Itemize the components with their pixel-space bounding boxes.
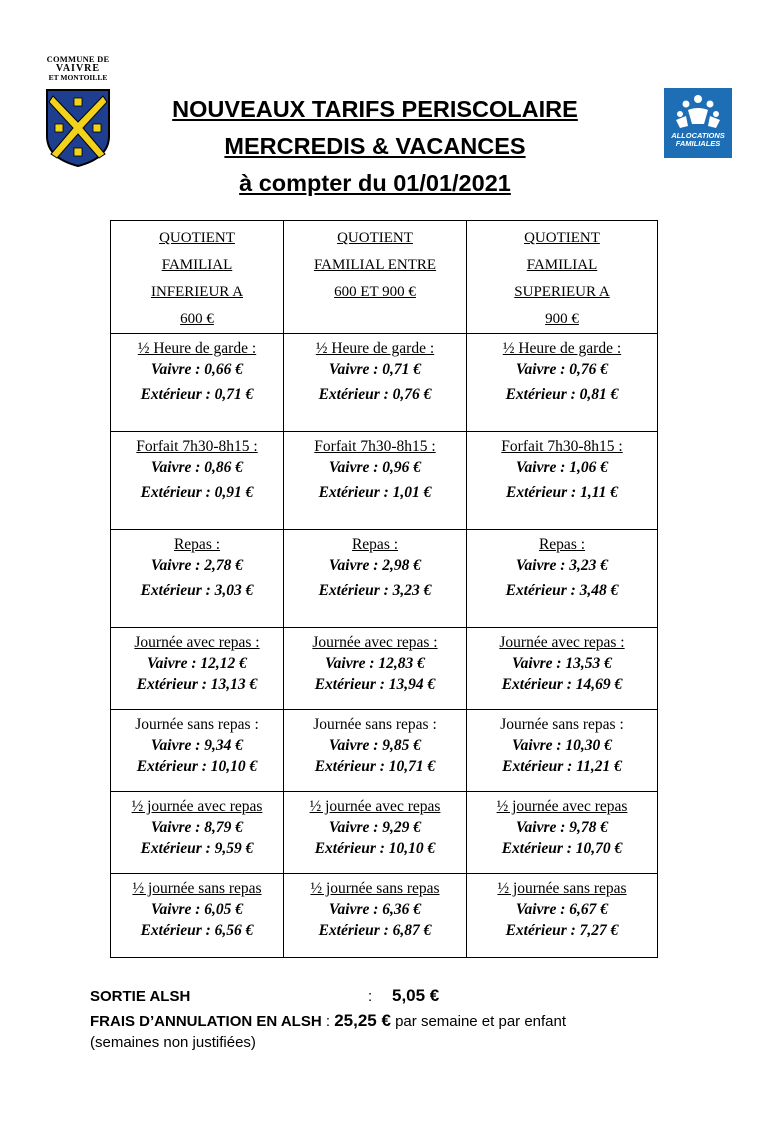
table-cell: [111, 792, 284, 874]
exterieur-price: Extérieur : 6,56 €: [140, 922, 254, 939]
exterieur-price: Extérieur : 3,23 €: [318, 582, 432, 599]
sortie-alsh-line: [90, 986, 439, 1006]
row-label: ½ journée sans repas: [132, 880, 262, 897]
exterieur-price: Extérieur : 1,11 €: [506, 484, 618, 501]
table-cell: [284, 432, 467, 530]
header-text: 900 €: [545, 311, 579, 327]
vaivre-price: Vaivre : 0,96 €: [328, 459, 422, 476]
vaivre-price: Vaivre : 6,36 €: [328, 901, 422, 918]
row-label: Repas :: [173, 536, 221, 553]
exterieur-price: Extérieur : 13,13 €: [136, 676, 258, 693]
table-cell: [111, 530, 284, 628]
vaivre-price: Vaivre : 9,85 €: [328, 737, 422, 754]
table-cell: [284, 530, 467, 628]
caf-logo: [664, 88, 732, 158]
frais-note: (semaines non justifiées): [90, 1034, 256, 1051]
shield-icon: [45, 88, 111, 168]
vaivre-price: Vaivre : 12,12 €: [147, 655, 247, 672]
commune-line2: VAIVRE: [55, 63, 101, 74]
table-cell: [111, 628, 284, 710]
header-text: 600 ET 900 €: [334, 284, 416, 300]
exterieur-price: Extérieur : 10,70 €: [501, 840, 623, 857]
caf-line2: FAMILIALES: [675, 139, 721, 148]
row-label: Journée sans repas :: [313, 716, 437, 733]
row-label: Repas :: [538, 536, 586, 553]
sortie-amount: 5,05 €: [392, 986, 440, 1005]
header-text: QUOTIENT: [159, 230, 235, 246]
vaivre-price: Vaivre : 9,34 €: [150, 737, 244, 754]
vaivre-price: Vaivre : 8,79 €: [150, 819, 244, 836]
exterieur-price: Extérieur : 13,94 €: [314, 676, 436, 693]
exterieur-price: Extérieur : 10,71 €: [314, 758, 436, 775]
vaivre-price: Vaivre : 10,30 €: [512, 737, 612, 754]
vaivre-price: Vaivre : 2,78 €: [150, 557, 244, 574]
vaivre-price: Vaivre : 0,71 €: [328, 361, 422, 378]
vaivre-price: Vaivre : 0,86 €: [150, 459, 244, 476]
commune-name: [40, 55, 116, 82]
sortie-label: SORTIE ALSH: [90, 988, 191, 1005]
header-text: FAMILIAL ENTRE: [313, 257, 437, 273]
frais-suffix: par semaine et par enfant: [395, 1013, 567, 1030]
header-text: QUOTIENT: [337, 230, 413, 246]
exterieur-price: Extérieur : 11,21 €: [502, 758, 622, 775]
vaivre-price: Vaivre : 3,23 €: [515, 557, 609, 574]
vaivre-price: Vaivre : 13,53 €: [512, 655, 612, 672]
header-cell-qf-superieur: [467, 221, 658, 334]
commune-line3: ET MONTOILLE: [48, 73, 108, 82]
row-label: ½ journée avec repas: [131, 798, 263, 815]
row-label: Journée avec repas :: [134, 634, 260, 651]
title-line2: MERCREDIS & VACANCES: [224, 133, 526, 159]
title-line1: NOUVEAUX TARIFS PERISCOLAIRE: [172, 96, 578, 122]
sortie-colon: :: [368, 988, 373, 1005]
row-label: Forfait 7h30-8h15 :: [136, 438, 258, 455]
table-cell: [467, 710, 658, 792]
row-label: ½ Heure de garde :: [137, 340, 257, 357]
table-cell: [467, 530, 658, 628]
header-cell-qf-inferieur: [111, 221, 284, 334]
table-cell: [111, 874, 284, 958]
table-row: [111, 432, 658, 530]
vaivre-price: Vaivre : 9,78 €: [515, 819, 609, 836]
table-cell: [467, 334, 658, 432]
exterieur-price: Extérieur : 1,01 €: [318, 484, 432, 501]
exterieur-price: Extérieur : 6,87 €: [318, 922, 432, 939]
row-label: Journée sans repas :: [500, 716, 624, 733]
row-label: Forfait 7h30-8h15 :: [501, 438, 623, 455]
exterieur-price: Extérieur : 14,69 €: [501, 676, 623, 693]
table-cell: [111, 334, 284, 432]
frais-annulation-line: [90, 1011, 566, 1031]
row-label: ½ journée sans repas: [497, 880, 627, 897]
table-row: [111, 874, 658, 958]
vaivre-price: Vaivre : 0,76 €: [515, 361, 609, 378]
row-label: Repas :: [351, 536, 399, 553]
table-cell: [467, 874, 658, 958]
header-text: FAMILIAL: [526, 257, 598, 273]
exterieur-price: Extérieur : 7,27 €: [505, 922, 619, 939]
table-row: [111, 530, 658, 628]
table-cell: [284, 792, 467, 874]
header-text: 600 €: [180, 311, 214, 327]
exterieur-price: Extérieur : 10,10 €: [136, 758, 258, 775]
row-label: ½ journée avec repas: [309, 798, 441, 815]
exterieur-price: Extérieur : 9,59 €: [140, 840, 254, 857]
exterieur-price: Extérieur : 0,91 €: [140, 484, 254, 501]
vaivre-price: Vaivre : 6,67 €: [515, 901, 609, 918]
vaivre-price: Vaivre : 1,06 €: [515, 459, 609, 476]
table-cell: [284, 628, 467, 710]
table-header-row: [111, 221, 658, 334]
table-row: [111, 710, 658, 792]
row-label: Journée avec repas :: [499, 634, 625, 651]
row-label: Forfait 7h30-8h15 :: [314, 438, 436, 455]
table-cell: [111, 710, 284, 792]
vaivre-price: Vaivre : 0,66 €: [150, 361, 244, 378]
exterieur-price: Extérieur : 0,81 €: [505, 386, 619, 403]
exterieur-price: Extérieur : 10,10 €: [314, 840, 436, 857]
caf-name: [664, 132, 732, 148]
row-label: ½ journée sans repas: [310, 880, 440, 897]
frais-label: FRAIS D’ANNULATION EN ALSH: [90, 1013, 322, 1030]
table-row: [111, 628, 658, 710]
table-cell: [284, 710, 467, 792]
row-label: ½ Heure de garde :: [502, 340, 622, 357]
table-cell: [467, 792, 658, 874]
vaivre-price: Vaivre : 12,83 €: [325, 655, 425, 672]
frais-amount: 25,25 €: [334, 1011, 391, 1030]
commune-line1: COMMUNE DE: [46, 54, 110, 64]
title-line3: à compter du 01/01/2021: [239, 170, 511, 196]
family-figures-icon: [664, 92, 732, 130]
row-label: Journée sans repas :: [135, 716, 259, 733]
header-text: QUOTIENT: [524, 230, 600, 246]
header-text: FAMILIAL: [161, 257, 233, 273]
vaivre-price: Vaivre : 6,05 €: [150, 901, 244, 918]
table-cell: [111, 432, 284, 530]
header-cell-qf-entre: [284, 221, 467, 334]
exterieur-price: Extérieur : 3,03 €: [140, 582, 254, 599]
row-label: Journée avec repas :: [312, 634, 438, 651]
table-row: [111, 792, 658, 874]
vaivre-price: Vaivre : 9,29 €: [328, 819, 422, 836]
commune-logo: [40, 55, 116, 170]
vaivre-price: Vaivre : 2,98 €: [328, 557, 422, 574]
row-label: ½ journée avec repas: [496, 798, 628, 815]
table-row: [111, 334, 658, 432]
header-text: INFERIEUR A: [150, 284, 244, 300]
table-cell: [467, 432, 658, 530]
exterieur-price: Extérieur : 0,71 €: [140, 386, 254, 403]
table-cell: [284, 874, 467, 958]
table-cell: [284, 334, 467, 432]
caf-line1: ALLOCATIONS: [671, 131, 725, 140]
header-text: SUPERIEUR A: [514, 284, 610, 300]
row-label: ½ Heure de garde :: [315, 340, 435, 357]
frais-colon: :: [325, 1013, 331, 1030]
exterieur-price: Extérieur : 3,48 €: [505, 582, 619, 599]
exterieur-price: Extérieur : 0,76 €: [318, 386, 432, 403]
table-cell: [467, 628, 658, 710]
tarifs-table: [110, 220, 658, 958]
